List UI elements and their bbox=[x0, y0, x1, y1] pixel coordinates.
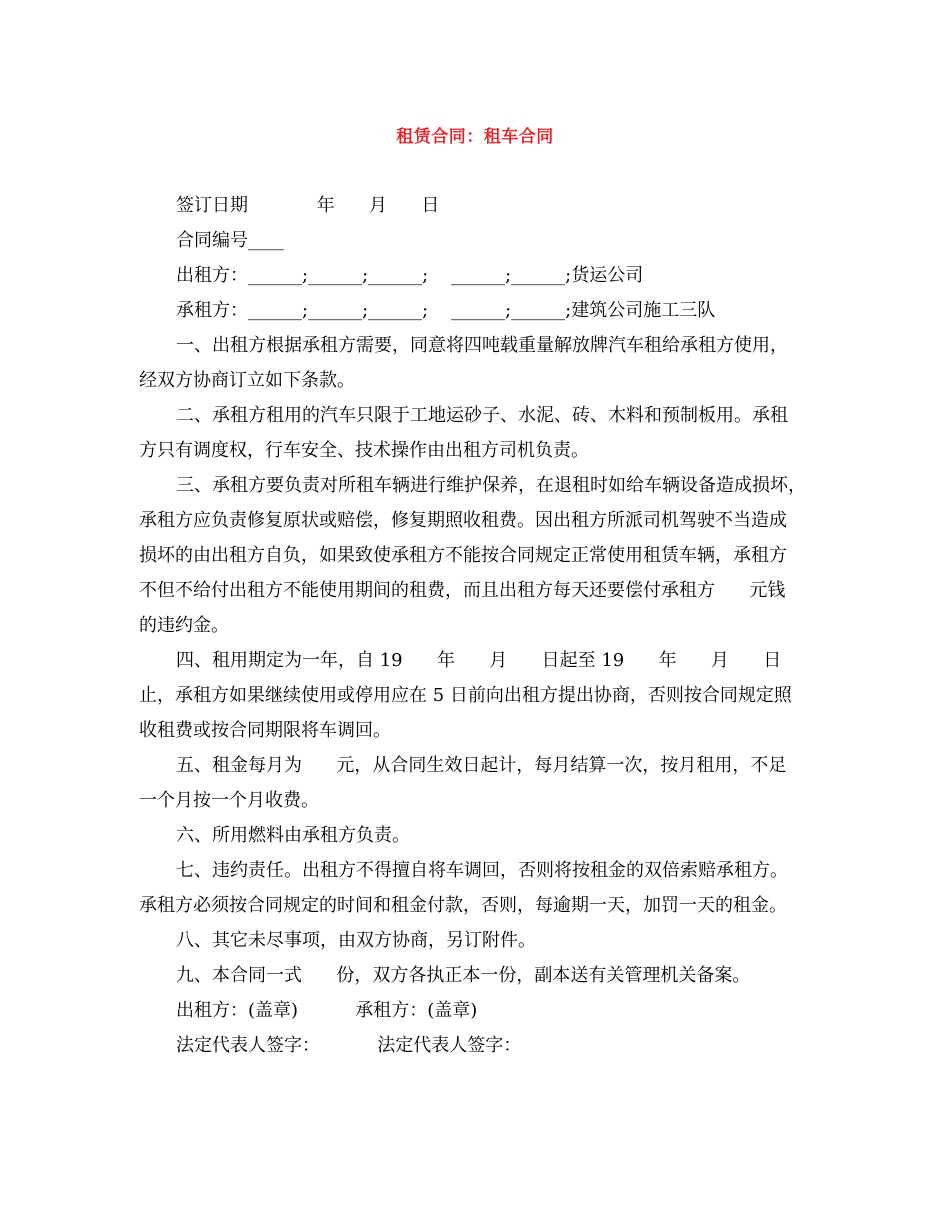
paragraph-line: 一个月按一个月收费。 bbox=[139, 790, 319, 811]
paragraph-line: 七、违约责任。出租方不得擅自将车调回，否则将按租金的双倍索赔承租方。 bbox=[176, 860, 788, 881]
contract-paragraph bbox=[139, 468, 819, 643]
paragraph-line: 合同编号____ bbox=[176, 230, 284, 251]
paragraph-line: 三、承租方要负责对所租车辆进行维护保养，在退租时如给车辆设备造成损坏， bbox=[176, 475, 806, 496]
paragraph-line: 的违约金。 bbox=[139, 615, 229, 636]
contract-paragraph bbox=[139, 923, 819, 958]
paragraph-line: 不但不给付出租方不能使用期间的租费，而且出租方每天还要偿付承租方 元钱 bbox=[139, 580, 786, 601]
paragraph-line: 损坏的由出租方自负，如果致使承租方不能按合同规定正常使用租赁车辆，承租方 bbox=[139, 545, 787, 566]
contract-paragraph bbox=[139, 958, 819, 993]
contract-paragraph bbox=[139, 223, 819, 258]
paragraph-line: 五、租金每月为 元，从合同生效日起计，每月结算一次，按月租用，不足 bbox=[176, 755, 787, 776]
paragraph-line: 方只有调度权，行车安全、技术操作由出租方司机负责。 bbox=[139, 440, 589, 461]
contract-paragraph bbox=[139, 993, 819, 1028]
paragraph-line: 六、所用燃料由承租方负责。 bbox=[176, 825, 410, 846]
paragraph-line: 承租方必须按合同规定的时间和租金付款，否则，每逾期一天，加罚一天的租金。 bbox=[139, 895, 787, 916]
contract-paragraph bbox=[139, 853, 819, 923]
contract-paragraph bbox=[139, 1028, 819, 1063]
paragraph-line: 收租费或按合同期限将车调回。 bbox=[139, 720, 391, 741]
contract-paragraph bbox=[139, 328, 819, 398]
paragraph-line: 四、租用期定为一年，自 19 年 月 日起至 19 年 月 日 bbox=[176, 650, 782, 671]
contract-paragraph bbox=[139, 748, 819, 818]
contract-paragraph bbox=[139, 818, 819, 853]
contract-paragraph bbox=[139, 293, 819, 328]
contract-body bbox=[139, 188, 819, 1063]
paragraph-line: 出租方：(盖章) 承租方：(盖章) bbox=[176, 1000, 478, 1021]
contract-paragraph bbox=[139, 398, 819, 468]
paragraph-line: 承租方：______;______;______; ______;______;建筑公司施工三队 bbox=[176, 300, 716, 321]
contract-paragraph bbox=[139, 643, 819, 748]
paragraph-line: 九、本合同一式 份，双方各执正本一份，副本送有关管理机关备案。 bbox=[176, 965, 751, 986]
paragraph-line: 承租方应负责修复原状或赔偿，修复期照收租费。因出租方所派司机驾驶不当造成 bbox=[139, 510, 787, 531]
contract-paragraph bbox=[139, 258, 819, 293]
document-title: 租赁合同：租车合同 bbox=[396, 127, 554, 147]
paragraph-line: 八、其它未尽事项，由双方协商，另订附件。 bbox=[176, 930, 536, 951]
paragraph-line: 止，承租方如果继续使用或停用应在 5 日前向出租方提出协商，否则按合同规定照 bbox=[139, 685, 792, 706]
paragraph-line: 出租方：______;______;______; ______;______;货运公司 bbox=[176, 265, 644, 286]
paragraph-line: 一、出租方根据承租方需要，同意将四吨载重量解放牌汽车租给承租方使用， bbox=[176, 335, 788, 356]
paragraph-line: 法定代表人签字： 法定代表人签字： bbox=[176, 1035, 522, 1056]
paragraph-line: 经双方协商订立如下条款。 bbox=[139, 370, 355, 391]
paragraph-line: 二、承租方租用的汽车只限于工地运砂子、水泥、砖、木料和预制板用。承租 bbox=[176, 405, 788, 426]
paragraph-line: 签订日期 年 月 日 bbox=[176, 195, 440, 216]
contract-paragraph bbox=[139, 188, 819, 223]
